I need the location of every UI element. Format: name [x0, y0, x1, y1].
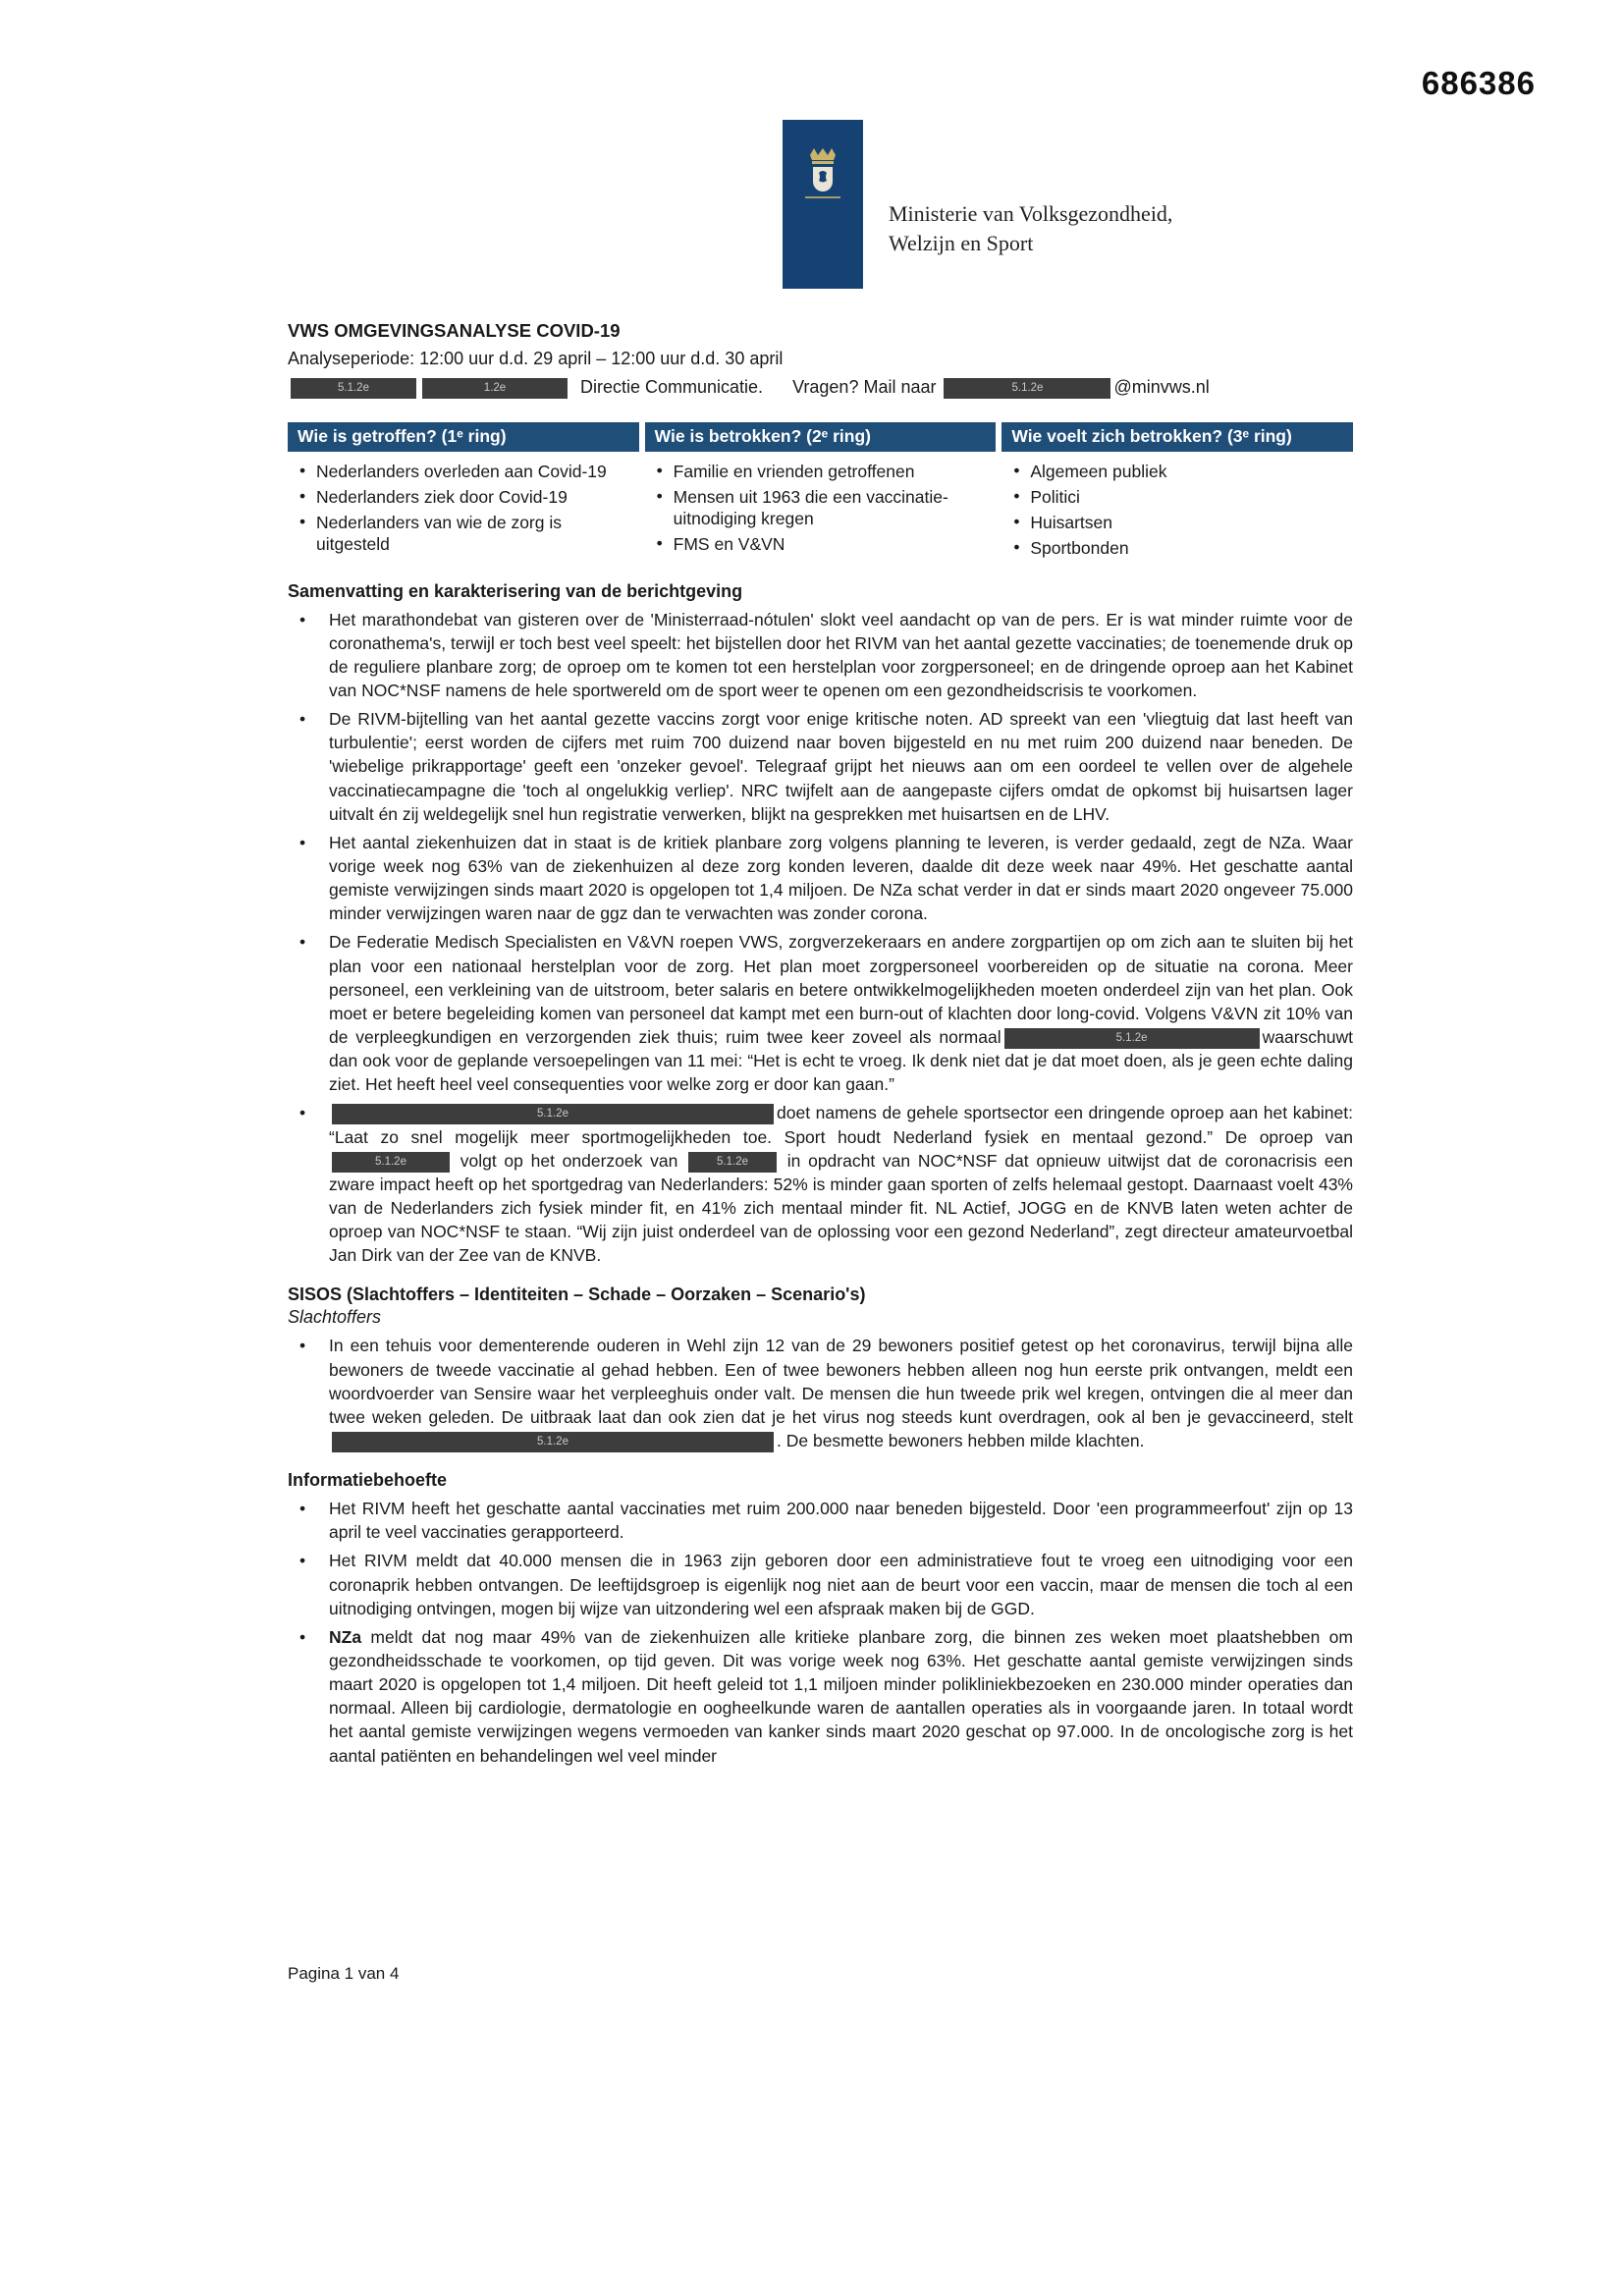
- ring-item: • Familie en vrienden getroffenen: [657, 461, 993, 482]
- redaction-block: 5.1.2e: [688, 1152, 777, 1173]
- redaction-block: 5.1.2e: [944, 378, 1110, 399]
- news-bullet: • Het RIVM meldt dat 40.000 mensen die in 1963 zijn geboren door een administratieve fout te vroeg een uitnodiging voor een coronaprik hebben ontvangen. De leeftijdsgroep is eigenlijk nog niet aan de beurt voor een vaccin, maar de mensen die toch al een uitnodiging ontvingen, mogen bij wijze van uitzondering wel een afspraak maken bij de GGD.: [288, 1549, 1353, 1619]
- ring-item: • Nederlanders van wie de zorg is uitgesteld: [299, 512, 635, 555]
- document-title: VWS OMGEVINGSANALYSE COVID-19: [288, 320, 621, 341]
- document-number: 686386: [1421, 65, 1536, 101]
- document-content: [288, 320, 1353, 1773]
- ring-column-affected: [288, 422, 639, 564]
- news-bullet: • Het RIVM heeft het geschatte aantal vaccinaties met ruim 200.000 naar beneden bijgesteld. Door 'een programmeerfout' zijn op 13 april te veel vaccinaties gerapporteerd.: [288, 1497, 1353, 1544]
- ring-item: • Algemeen publiek: [1013, 461, 1349, 482]
- samenvatting-heading: Samenvatting en karakterisering van de berichtgeving: [288, 580, 743, 601]
- informatiebehoefte-heading: Informatiebehoefte: [288, 1470, 448, 1491]
- coat-of-arms-icon: [799, 145, 846, 210]
- ring-item: • Huisartsen: [1013, 512, 1349, 533]
- ministry-name-line2: Welzijn en Sport: [889, 231, 1034, 255]
- ring-item: • Politici: [1013, 486, 1349, 508]
- ring-item: • Nederlanders ziek door Covid-19: [299, 486, 635, 508]
- ring-items-involved: [645, 461, 997, 556]
- informatiebehoefte-bullets: [288, 1497, 1353, 1768]
- rijksoverheid-logo: [783, 120, 863, 289]
- section-sisos: [288, 1285, 1353, 1452]
- ring-header-involved: Wie is betrokken? (2ᵉ ring): [645, 422, 997, 452]
- contact-line: 5.1.2e 1.2e Directie Communicatie. Vragen? Mail naar 5.1.2e @minvws.nl: [288, 377, 1353, 399]
- ring-item: • Mensen uit 1963 die een vaccinatie-uitnodiging kregen: [657, 486, 993, 529]
- news-bullet: • De Federatie Medisch Specialisten en V&VN roepen VWS, zorgverzekeraars en andere zorgpartijen op om zich aan te sluiten bij het plan voor een nationaal herstelplan voor de zorg. Het plan moet zorgpersoneel voorbereiden op de situatie na corona. Meer personeel, een verkleining van de uitstroom, beter salaris en betere ontwikkelmogelijkheden moeten onderdeel zijn van het plan. Ook moet er betere begeleiding komen van personeel dat kampt met een burn-out of klachten door long-covid. Volgens V&VN zit 10% van de verpleegkundigen en verzorgenden ziek thuis; ruim twee keer zoveel als normaal 5.1.2e waarschuwt dan ook voor de geplande versoepelingen van 11 mei: “Het is echt te vroeg. Ik denk niet dat je dat moet doen, als je geen echte daling ziet. Het heeft heel veel consequenties voor welke zorg er door kan gaan.”: [288, 930, 1353, 1096]
- bold-text: NZa: [329, 1626, 362, 1647]
- news-bullet: • Het marathondebat van gisteren over de 'Ministerraad-nótulen' slokt veel aandacht op van de pers. Er is wat minder ruimte voor de coronathema's, terwijl er toch best veel speelt: het bijstellen door het RIVM van het aantal gezette vaccinaties; de toenemende druk op de reguliere planbare zorg; de oproep om te komen tot een herstelplan voor zorgpersoneel; en de dringende oproep aan het Kabinet van NOC*NSF namens de hele sportwereld om de sport weer te openen om een gezondheidscrisis te voorkomen.: [288, 608, 1353, 703]
- redaction-block: 5.1.2e: [332, 1152, 450, 1173]
- ring-header-affected: Wie is getroffen? (1ᵉ ring): [288, 422, 639, 452]
- news-bullet: • In een tehuis voor dementerende ouderen in Wehl zijn 12 van de 29 bewoners positief getest op het coronavirus, terwijl bijna alle bewoners de tweede vaccinatie al gehad hebben. Een of twee bewoners hebben alleen nog hun eerste prik ontvangen, meldt een woordvoerder van Sensire waar het verpleeghuis onder valt. De mensen die hun tweede prik wel kregen, ontvingen die al meer dan twee weken geleden. De uitbraak laat dan ook zien dat je het virus nog steeds kunt overdragen, ook al ben je gevaccineerd, stelt 5.1.2e . De besmette bewoners hebben milde klachten.: [288, 1334, 1353, 1452]
- ring-item: • FMS en V&VN: [657, 533, 993, 555]
- ring-column-feels-involved: [1001, 422, 1353, 564]
- news-bullet: • NZa meldt dat nog maar 49% van de ziekenhuizen alle kritieke planbare zorg, die binnen zes weken moet plaatshebben om gezondheidsschade te voorkomen, op tijd geven. Dit was vorige week nog 63%. Het geschatte aantal gemiste verwijzingen sinds maart 2020 is opgelopen tot 1,4 miljoen. Dit heeft geleid tot 1,1 miljoen minder polikliniekbezoeken en 230.000 minder operaties dan normaal. Alleen bij cardiologie, dermatologie en oogheelkunde waren de aantallen operaties als in voorgaande jaren. In totaal wordt het aantal gemiste verwijzingen wegens vermoeden van kanker sinds maart 2020 geschat op 97.000. In de oncologische zorg is het aantal patiënten en behandelingen wel veel minder: [288, 1625, 1353, 1768]
- ministry-name-line1: Ministerie van Volksgezondheid,: [889, 201, 1173, 226]
- samenvatting-bullets: [288, 608, 1353, 1268]
- section-samenvatting: [288, 581, 1353, 1268]
- sisos-bullets: [288, 1334, 1353, 1452]
- redaction-block: 1.2e: [422, 378, 568, 399]
- ring-items-feels-involved: [1001, 461, 1353, 560]
- ring-item: • Sportbonden: [1013, 537, 1349, 559]
- sisos-subheading-slachtoffers: Slachtoffers: [288, 1307, 382, 1328]
- rings-table: [288, 422, 1353, 564]
- page-footer: Pagina 1 van 4: [288, 1964, 400, 1983]
- redaction-block: 5.1.2e: [332, 1432, 774, 1452]
- redaction-block: 5.1.2e: [332, 1104, 774, 1124]
- ring-header-feels-involved: Wie voelt zich betrokken? (3ᵉ ring): [1001, 422, 1353, 452]
- section-informatiebehoefte: [288, 1470, 1353, 1768]
- news-bullet: • Het aantal ziekenhuizen dat in staat is de kritiek planbare zorg volgens planning te leveren, is verder gedaald, zegt de NZa. Waar vorige week nog 63% van de ziekenhuizen al deze zorg konden leveren, daalde dit deze week naar 49%. Het geschatte aantal gemiste verwijzingen sinds maart 2020 is opgelopen tot 1,4 miljoen. De NZa schat verder in dat er sinds maart 2020 ongeveer 75.000 minder verwijzingen waren naar de ggz dan te verwachten was zonder corona.: [288, 831, 1353, 926]
- sisos-heading: SISOS (Slachtoffers – Identiteiten – Schade – Oorzaken – Scenario's): [288, 1285, 866, 1305]
- redaction-block: 5.1.2e: [1004, 1028, 1260, 1049]
- ring-item: • Nederlanders overleden aan Covid-19: [299, 461, 635, 482]
- ring-column-involved: [645, 422, 997, 564]
- news-bullet: • 5.1.2e doet namens de gehele sportsector een dringende oproep aan het kabinet: “Laat zo snel mogelijk meer sportmogelijkheden toe. Sport houdt Nederland fysiek en mentaal gezond.” De oproep van 5.1.2e volgt op het onderzoek van 5.1.2e in opdracht van NOC*NSF dat opnieuw uitwijst dat de coronacrisis een zware impact heeft op het sportgedrag van Nederlanders: 52% is minder gaan sporten of zelfs helemaal gestopt. Daarnaast voelt 43% van de Nederlanders zich fysiek minder fit, en 41% zich mentaal minder fit. NL Actief, JOGG en de KNVB laten weten achter de oproep van NOC*NSF te staan. “Wij zijn juist onderdeel van de oplossing voor een gezond Nederland”, zegt directeur amateurvoetbal Jan Dirk van der Zee van de KNVB.: [288, 1101, 1353, 1267]
- analysis-period: Analyseperiode: 12:00 uur d.d. 29 april – 12:00 uur d.d. 30 april: [288, 349, 784, 368]
- news-bullet: • De RIVM-bijtelling van het aantal gezette vaccins zorgt voor enige kritische noten. AD spreekt van een 'vliegtuig dat last heeft van turbulentie'; eerst worden de cijfers met ruim 700 duizend naar boven bijgesteld en nu met ruim 200 duizend naar beneden. De 'wiebelige prikrapportage' geeft een 'onzeker gevoel'. Telegraaf grijpt het nieuws aan om een oordeel te vellen over de algehele vaccinatiecampagne die 'toch al ongelukkig verliep'. NRC twijfelt aan de aangepaste cijfers omdat de opkomst bij huisartsen lager uitvalt én zij weldegelijk snel hun registratie verwerken, blijkt na gesprekken met huisartsen en de LHV.: [288, 707, 1353, 826]
- ministry-name: [889, 199, 1172, 258]
- ring-items-affected: [288, 461, 639, 556]
- redaction-block: 5.1.2e: [291, 378, 416, 399]
